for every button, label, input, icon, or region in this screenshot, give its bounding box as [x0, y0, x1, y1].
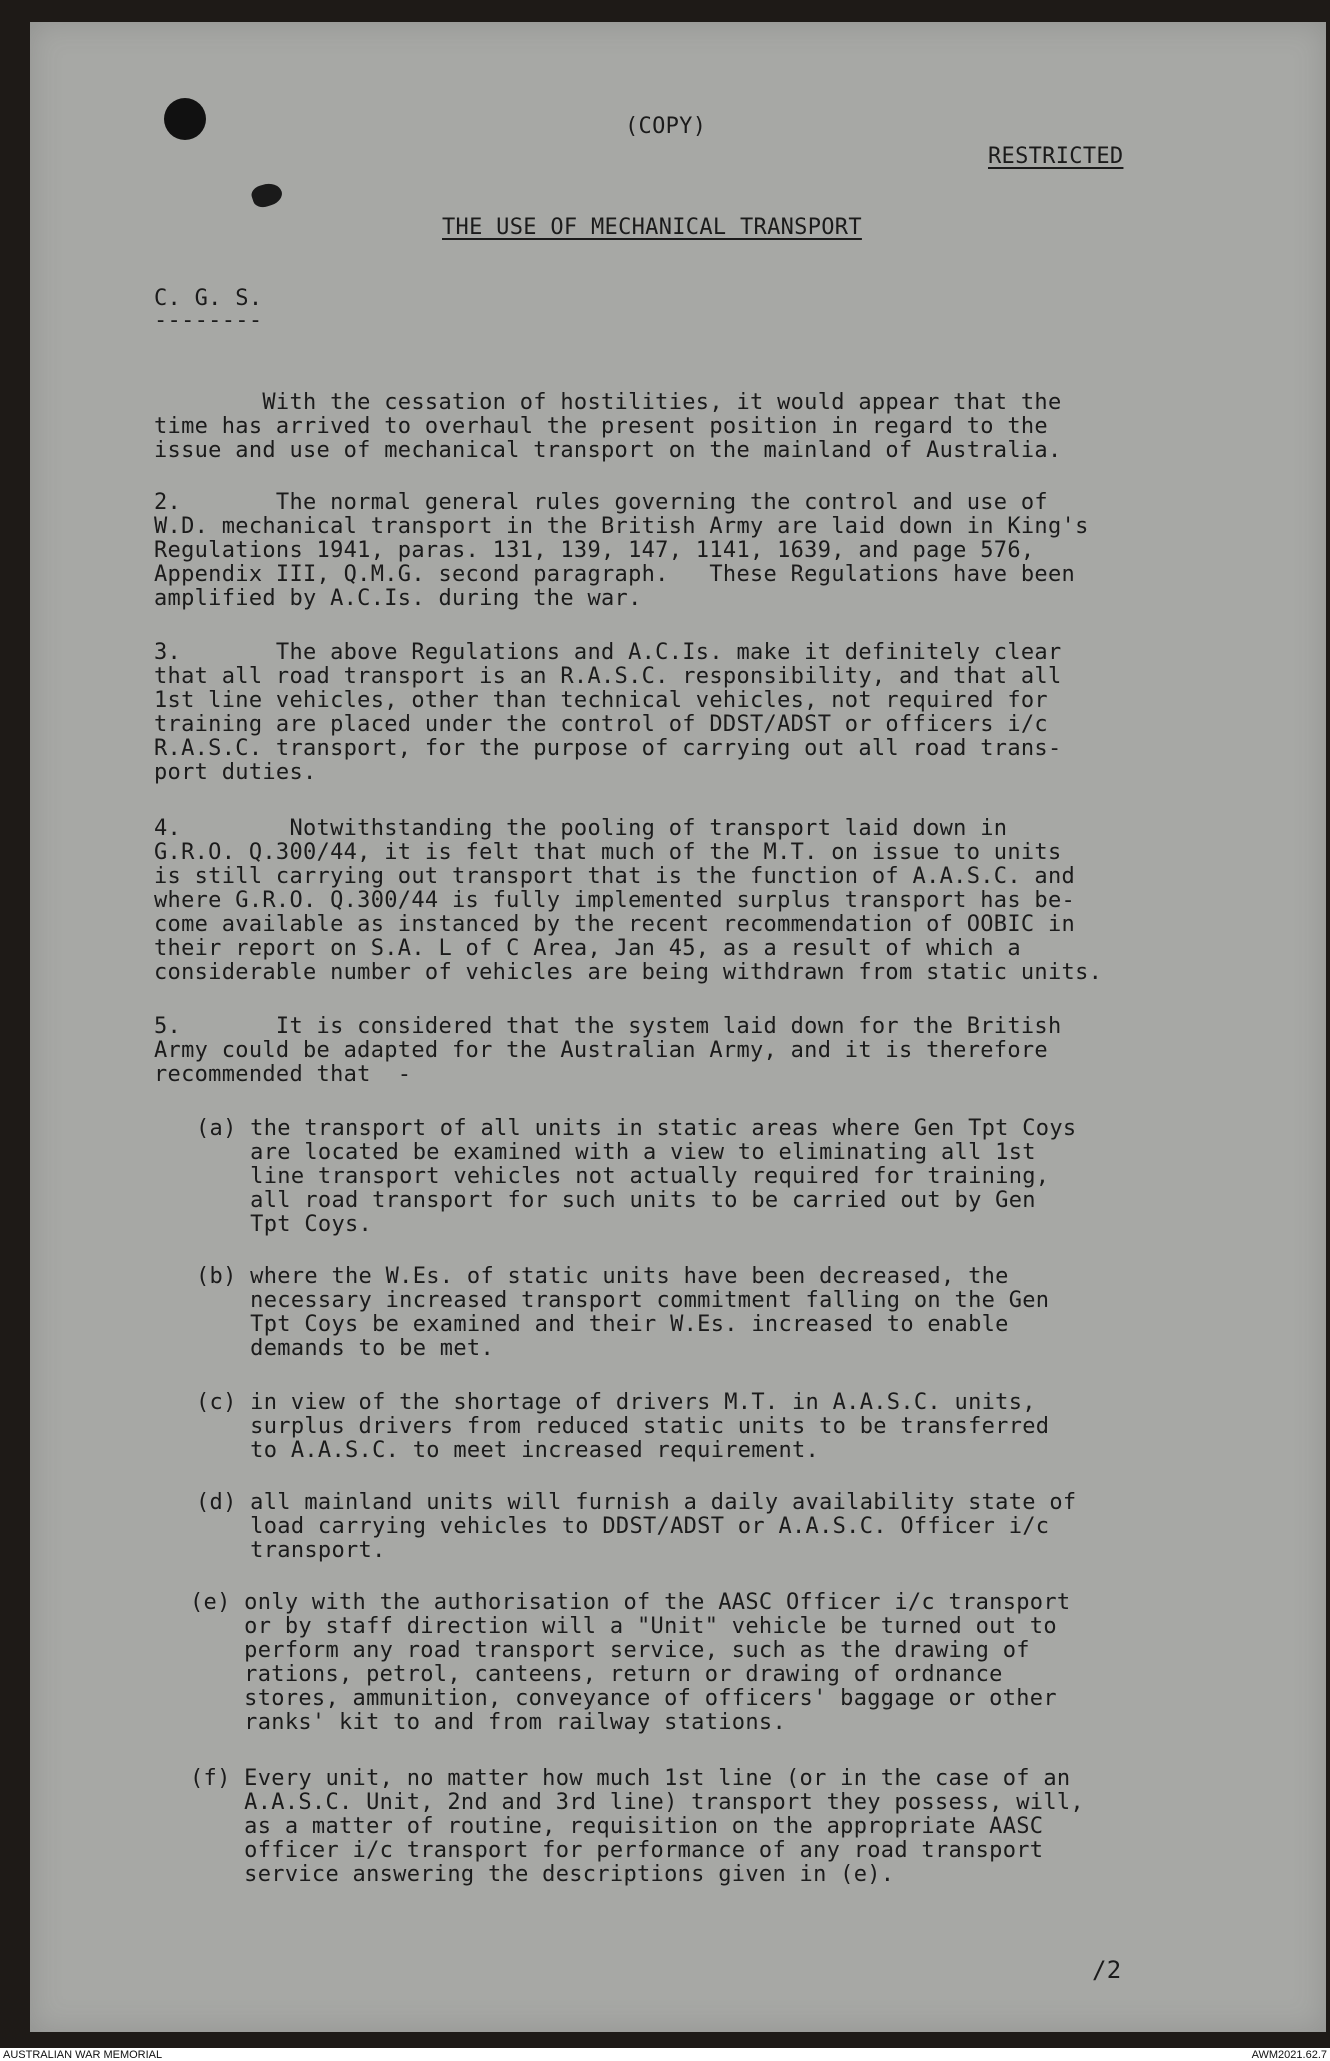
- item-a-line: line transport vehicles not actually required for training,: [196, 1164, 1050, 1189]
- paragraph-5-line: recommended that -: [154, 1062, 412, 1087]
- paragraph-5-line: 5. It is considered that the system laid down for the British: [154, 1014, 1062, 1039]
- page-continuation-mark: /2: [1092, 1956, 1122, 1984]
- ink-blot: [249, 180, 284, 210]
- classification-label: RESTRICTED: [988, 144, 1124, 169]
- item-d-line: load carrying vehicles to DDST/ADST or A.A.S.C. Officer i/c: [196, 1514, 1050, 1539]
- paragraph-3-line: that all road transport is an R.A.S.C. responsibility, and that all: [154, 664, 1062, 689]
- item-e-line: ranks' kit to and from railway stations.: [190, 1710, 786, 1735]
- document-title: THE USE OF MECHANICAL TRANSPORT: [442, 215, 862, 240]
- item-e-line: perform any road transport service, such as the drawing of: [190, 1638, 1030, 1663]
- paragraph-4-line: considerable number of vehicles are being withdrawn from static units.: [154, 960, 1103, 985]
- paragraph-5-line: Army could be adapted for the Australian Army, and it is therefore: [154, 1038, 1048, 1063]
- paragraph-3-line: R.A.S.C. transport, for the purpose of carrying out all road trans-: [154, 736, 1062, 761]
- item-f-line: officer i/c transport for performance of any road transport: [190, 1838, 1044, 1863]
- item-f-line: (f) Every unit, no matter how much 1st line (or in the case of an: [190, 1766, 1071, 1791]
- paragraph-3-line: training are placed under the control of DDST/ADST or officers i/c: [154, 712, 1048, 737]
- paragraph-2-line: Appendix III, Q.M.G. second paragraph. These Regulations have been: [154, 562, 1076, 587]
- paragraph-1-line: time has arrived to overhaul the present position in regard to the: [154, 414, 1048, 439]
- paragraph-1-line: With the cessation of hostilities, it would appear that the: [154, 390, 1062, 415]
- punch-hole: [164, 98, 206, 140]
- paragraph-4-line: their report on S.A. L of C Area, Jan 45, as a result of which a: [154, 936, 1021, 961]
- paragraph-2-line: W.D. mechanical transport in the British Army are laid down in King's: [154, 514, 1089, 539]
- archive-footer-left: AUSTRALIAN WAR MEMORIAL: [3, 2049, 163, 2061]
- paragraph-4-line: come available as instanced by the recent recommendation of OOBIC in: [154, 912, 1076, 937]
- item-a-line: are located be examined with a view to eliminating all 1st: [196, 1140, 1036, 1165]
- archive-footer-right: AWM2021.62.7: [1251, 2049, 1327, 2061]
- paragraph-1-line: issue and use of mechanical transport on the mainland of Australia.: [154, 438, 1062, 463]
- item-c-line: surplus drivers from reduced static units to be transferred: [196, 1414, 1050, 1439]
- item-e-line: or by staff direction will a "Unit" vehicle be turned out to: [190, 1614, 1057, 1639]
- paragraph-4-line: where G.R.O. Q.300/44 is fully implemented surplus transport has be-: [154, 888, 1076, 913]
- item-b-line: (b) where the W.Es. of static units have been decreased, the: [196, 1264, 1009, 1289]
- item-a-line: all road transport for such units to be carried out by Gen: [196, 1188, 1036, 1213]
- item-f-line: as a matter of routine, requisition on the appropriate AASC: [190, 1814, 1044, 1839]
- paragraph-4-line: G.R.O. Q.300/44, it is felt that much of the M.T. on issue to units: [154, 840, 1062, 865]
- item-c-line: (c) in view of the shortage of drivers M.T. in A.A.S.C. units,: [196, 1390, 1036, 1415]
- paragraph-3-line: port duties.: [154, 760, 317, 785]
- item-c-line: to A.A.S.C. to meet increased requirement.: [196, 1438, 820, 1463]
- paragraph-2-line: amplified by A.C.Is. during the war.: [154, 586, 642, 611]
- item-e-line: stores, ammunition, conveyance of officers' baggage or other: [190, 1686, 1057, 1711]
- paragraph-3-line: 3. The above Regulations and A.C.Is. make it definitely clear: [154, 640, 1062, 665]
- addressee: C. G. S.: [154, 286, 263, 311]
- item-d-line: transport.: [196, 1538, 386, 1563]
- item-b-line: necessary increased transport commitment falling on the Gen: [196, 1288, 1050, 1313]
- item-e-line: rations, petrol, canteens, return or drawing of ordnance: [190, 1662, 1003, 1687]
- item-f-line: service answering the descriptions given in (e).: [190, 1862, 895, 1887]
- item-a-line: Tpt Coys.: [196, 1212, 373, 1237]
- item-b-line: Tpt Coys be examined and their W.Es. increased to enable: [196, 1312, 1009, 1337]
- item-f-line: A.A.S.C. Unit, 2nd and 3rd line) transport they possess, will,: [190, 1790, 1084, 1815]
- item-a-line: (a) the transport of all units in static areas where Gen Tpt Coys: [196, 1116, 1077, 1141]
- paragraph-3-line: 1st line vehicles, other than technical vehicles, not required for: [154, 688, 1048, 713]
- paragraph-2-line: Regulations 1941, paras. 131, 139, 147, 1141, 1639, and page 576,: [154, 538, 1035, 563]
- item-b-line: demands to be met.: [196, 1336, 494, 1361]
- item-e-line: (e) only with the authorisation of the AASC Officer i/c transport: [190, 1590, 1071, 1615]
- paragraph-4-line: 4. Notwithstanding the pooling of transport laid down in: [154, 816, 1008, 841]
- paragraph-4-line: is still carrying out transport that is the function of A.A.S.C. and: [154, 864, 1076, 889]
- addressee-rule: --------: [154, 308, 263, 333]
- copy-mark: (COPY): [625, 114, 707, 139]
- item-d-line: (d) all mainland units will furnish a daily availability state of: [196, 1490, 1077, 1515]
- paragraph-2-line: 2. The normal general rules governing the control and use of: [154, 490, 1048, 515]
